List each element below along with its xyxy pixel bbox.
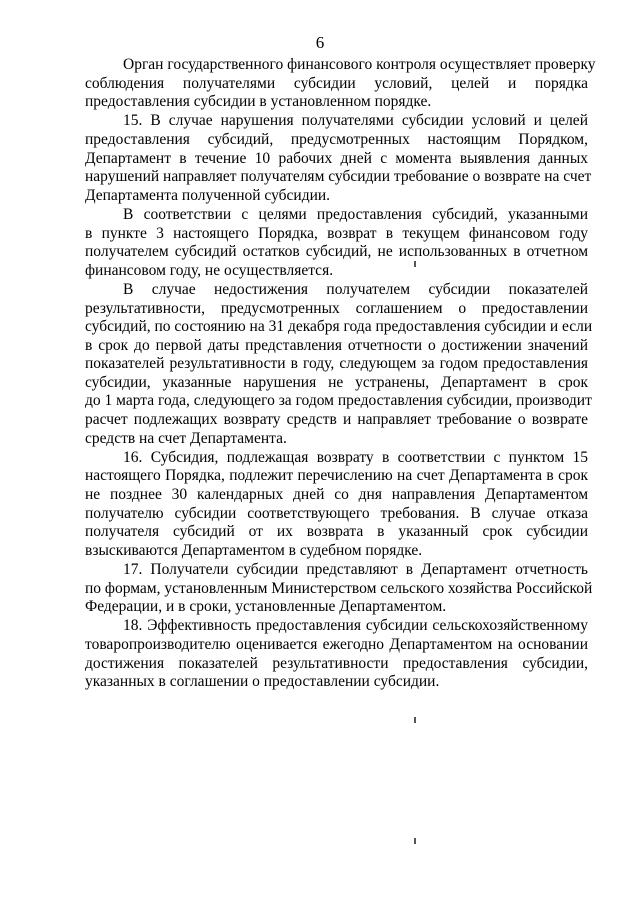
text-line: 17. Получатели субсидии представляют в Департамент отчетность [123, 561, 588, 578]
text-line: средств на счет Департамента. [85, 429, 287, 447]
text-line: предоставления субсидий, предусмотренных настоящим Порядком, [85, 130, 588, 148]
paragraph-performance [85, 280, 593, 448]
paragraph-residuals [85, 206, 588, 280]
text-line: товаропроизводителю оценивается ежегодно Департаментом на основании [85, 635, 588, 653]
text-line: по формам, установленным Министерством сельского хозяйства Российской [85, 579, 593, 597]
document-body [85, 56, 596, 692]
text-line: не позднее 30 календарных дней со дня направления Департаментом [85, 486, 588, 504]
text-line: получателю субсидии соответствующего требования. В случае отказа [85, 504, 588, 522]
text-line: в срок до первой даты представления отчетности о достижении значений [85, 336, 588, 354]
text-line: в пункте 3 настоящего Порядка, возврат в текущем финансовом году [85, 224, 588, 242]
text-line: финансовом году, не осуществляется. [85, 261, 334, 279]
paragraph-item-15 [85, 112, 592, 205]
text-line: 15. В случае нарушения получателями субсидии условий и целей [123, 112, 588, 130]
text-line: до 1 марта года, следующего за годом предоставления субсидии, производит [85, 392, 592, 410]
text-line: Федерации, и в сроки, установленные Департаментом. [85, 598, 447, 616]
text-line: результативности, предусмотренных соглашением о предоставлении [85, 299, 588, 317]
text-line: получателем субсидий остатков субсидий, не использованных в отчетном [85, 243, 588, 261]
scan-speck [414, 838, 416, 844]
paragraph-item-18 [85, 617, 588, 691]
scan-speck [414, 261, 416, 267]
text-line: нарушений направляет получателям субсидии требование о возврате на счет [85, 168, 592, 186]
text-line: указанных в соглашении о предоставлении субсидии. [85, 673, 440, 691]
text-line: показателей результативности в году, следующем за годом предоставления [85, 355, 588, 373]
text-line: 16. Субсидия, подлежащая возврату в соответствии с пунктом 15 [123, 448, 588, 466]
paragraph-item-17 [85, 561, 593, 617]
text-line: Департамента полученной субсидии. [85, 186, 331, 204]
paragraph-control-body [85, 56, 596, 112]
text-line: расчет подлежащих возврату средств и направляет требование о возврате [85, 411, 588, 429]
text-line: 18. Эффективность предоставления субсидии сельскохозяйственному [123, 617, 588, 635]
text-line: предоставления субсидии в установленном порядке. [85, 93, 432, 111]
page-number: 6 [315, 33, 325, 52]
text-line: субсидии, указанные нарушения не устранены, Департамент в срок [85, 373, 588, 391]
text-line: субсидий, по состоянию на 31 декабря года предоставления субсидии и если [85, 318, 593, 336]
text-line: получателя субсидий от их возврата в указанный срок субсидии [85, 523, 588, 541]
paragraph-item-16 [85, 449, 588, 561]
text-line: Департамент в течение 10 рабочих дней с момента выявления данных [85, 149, 588, 167]
text-line: соблюдения получателями субсидии условий, целей и порядка [85, 74, 588, 92]
text-line: Орган государственного финансового контроля осуществляет проверку [123, 56, 596, 73]
text-line: достижения показателей результативности предоставления субсидии, [85, 654, 588, 672]
text-line: настоящего Порядка, подлежит перечислению на счет Департамента в срок [85, 467, 588, 485]
scan-speck [414, 717, 416, 723]
text-line: В соответствии с целями предоставления субсидий, указанными [123, 205, 588, 223]
text-line: В случае недостижения получателем субсидии показателей [123, 280, 588, 298]
text-line: взыскиваются Департаментом в судебном порядке. [85, 541, 423, 559]
